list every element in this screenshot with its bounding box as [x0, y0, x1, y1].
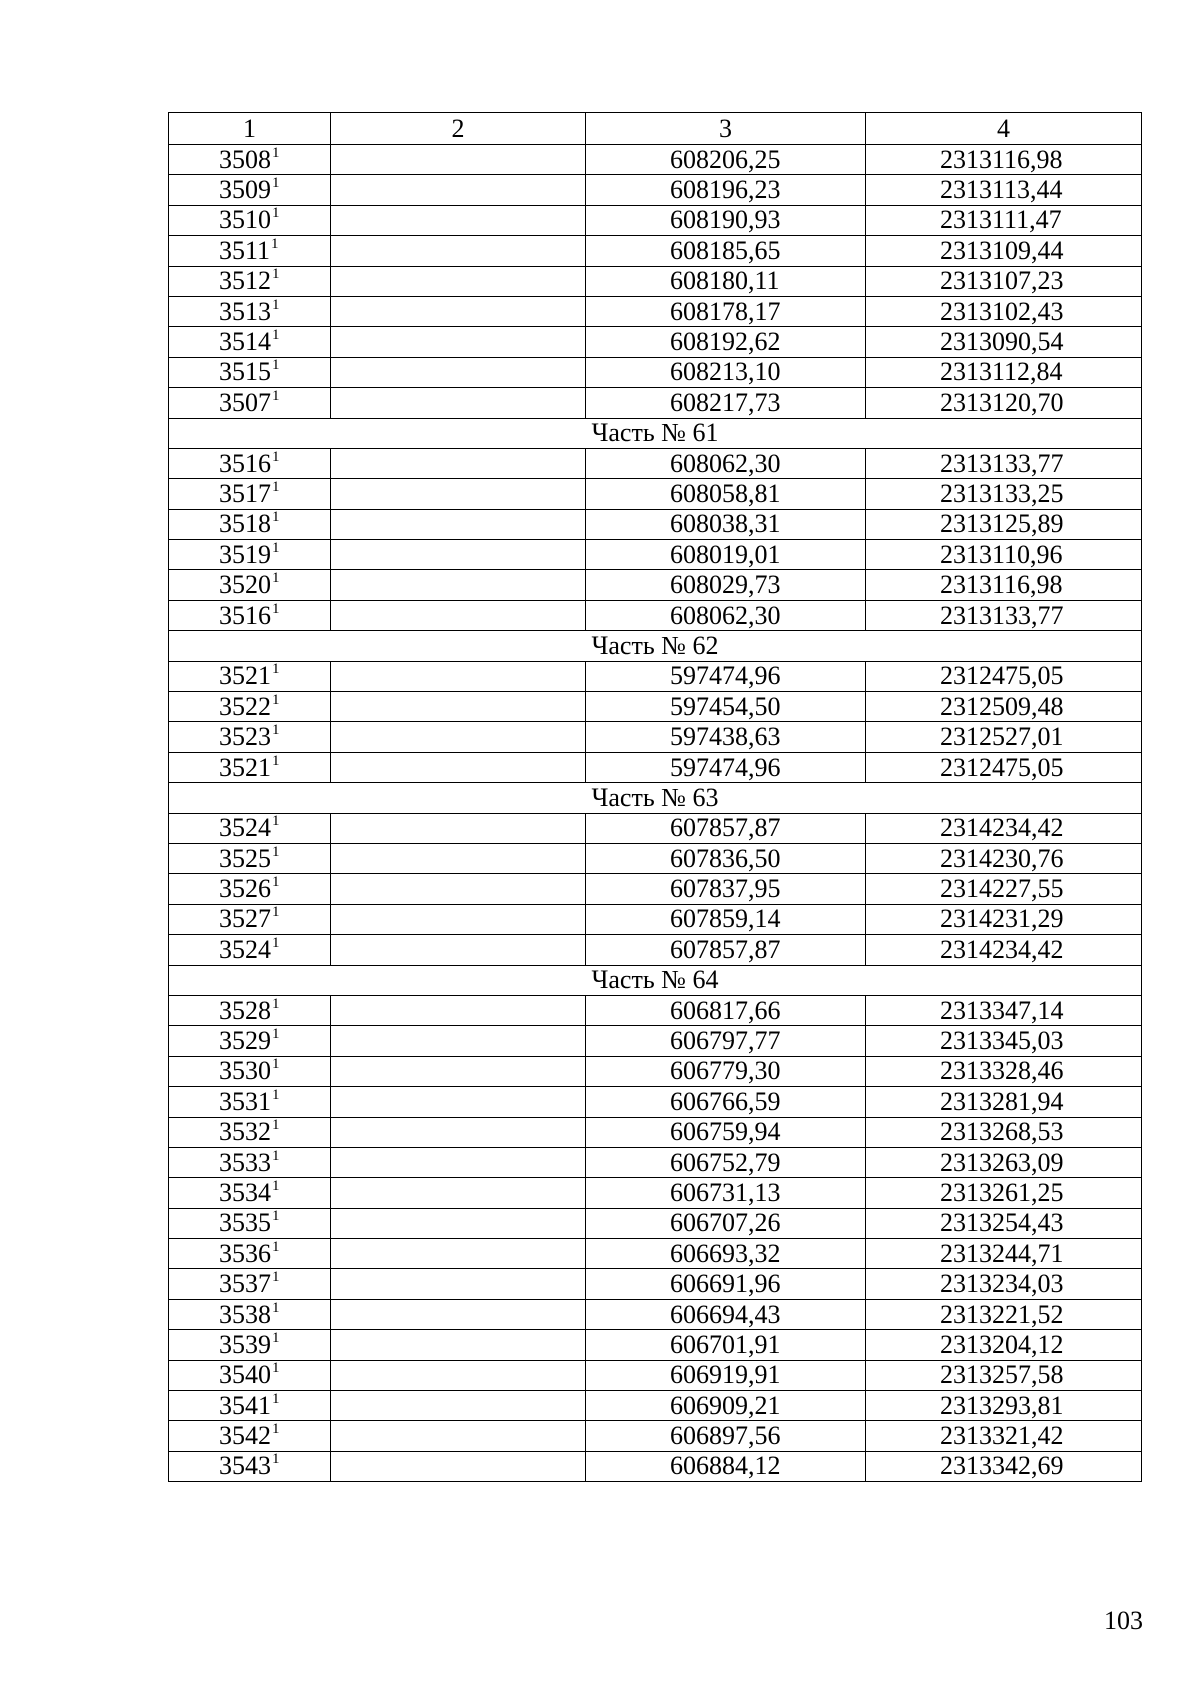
table-row — [169, 1178, 1142, 1208]
point-number-suffix: 1 — [272, 1086, 280, 1103]
point-number-suffix: 1 — [272, 752, 280, 769]
column-2-cell — [331, 600, 586, 630]
point-number-cell — [169, 540, 331, 570]
y-coordinate-cell: 2313112,84 — [866, 357, 1142, 387]
x-coordinate-cell: 608185,65 — [586, 236, 866, 266]
point-number: 3530 — [219, 1056, 271, 1086]
x-coordinate-cell: 608058,81 — [586, 479, 866, 509]
column-2-cell — [331, 1208, 586, 1238]
point-number-suffix: 1 — [271, 235, 279, 252]
point-number-suffix: 1 — [272, 843, 280, 860]
point-number-cell — [169, 1087, 331, 1117]
point-number-cell — [169, 600, 331, 630]
point-number-suffix: 1 — [272, 1421, 280, 1438]
table-row — [169, 1239, 1142, 1269]
section-title: Часть № 63 — [169, 783, 1142, 813]
x-coordinate-cell: 606693,32 — [586, 1239, 866, 1269]
x-coordinate-cell: 597438,63 — [586, 722, 866, 752]
table-row — [169, 995, 1142, 1025]
table-row — [169, 1451, 1142, 1481]
table-row — [169, 1421, 1142, 1451]
point-number: 3512 — [219, 266, 271, 296]
point-number: 3524 — [219, 813, 271, 843]
point-number-cell — [169, 692, 331, 722]
table-row — [169, 1391, 1142, 1421]
table-row — [169, 327, 1142, 357]
point-number-suffix: 1 — [272, 661, 280, 678]
point-number-cell — [169, 661, 331, 691]
table-row — [169, 540, 1142, 570]
point-number: 3514 — [219, 327, 271, 357]
x-coordinate-cell: 608178,17 — [586, 296, 866, 326]
point-number: 3513 — [219, 296, 271, 326]
column-2-cell — [331, 175, 586, 205]
section-title: Часть № 64 — [169, 965, 1142, 995]
point-number-suffix: 1 — [272, 387, 280, 404]
point-number-suffix: 1 — [272, 1299, 280, 1316]
point-number: 3527 — [219, 904, 271, 934]
point-number-cell — [169, 205, 331, 235]
column-2-cell — [331, 479, 586, 509]
y-coordinate-cell: 2313102,43 — [866, 296, 1142, 326]
x-coordinate-cell: 608019,01 — [586, 540, 866, 570]
x-coordinate-cell: 606817,66 — [586, 995, 866, 1025]
column-2-cell — [331, 1026, 586, 1056]
x-coordinate-cell: 597474,96 — [586, 752, 866, 782]
section-header-row — [169, 418, 1142, 448]
y-coordinate-cell: 2313116,98 — [866, 145, 1142, 175]
point-number: 3510 — [219, 205, 271, 235]
y-coordinate-cell: 2313257,58 — [866, 1360, 1142, 1390]
column-header-4: 4 — [866, 113, 1142, 145]
column-2-cell — [331, 995, 586, 1025]
column-2-cell — [331, 1330, 586, 1360]
x-coordinate-cell: 608213,10 — [586, 357, 866, 387]
point-number-suffix: 1 — [272, 1390, 280, 1407]
point-number-cell — [169, 995, 331, 1025]
point-number-suffix: 1 — [272, 1360, 280, 1377]
column-2-cell — [331, 813, 586, 843]
y-coordinate-cell: 2313090,54 — [866, 327, 1142, 357]
section-title: Часть № 62 — [169, 631, 1142, 661]
y-coordinate-cell: 2314231,29 — [866, 904, 1142, 934]
table-row — [169, 661, 1142, 691]
x-coordinate-cell: 607857,87 — [586, 935, 866, 965]
table-row — [169, 1026, 1142, 1056]
column-2-cell — [331, 205, 586, 235]
point-number-suffix: 1 — [272, 296, 280, 313]
point-number-suffix: 1 — [272, 1269, 280, 1286]
x-coordinate-cell: 607837,95 — [586, 874, 866, 904]
point-number-cell — [169, 1269, 331, 1299]
point-number: 3521 — [219, 661, 271, 691]
column-2-cell — [331, 1391, 586, 1421]
table-row — [169, 236, 1142, 266]
point-number: 3516 — [219, 448, 271, 478]
point-number-suffix: 1 — [272, 1208, 280, 1225]
column-2-cell — [331, 145, 586, 175]
table-row — [169, 874, 1142, 904]
point-number-cell — [169, 145, 331, 175]
y-coordinate-cell: 2313113,44 — [866, 175, 1142, 205]
point-number-suffix: 1 — [272, 874, 280, 891]
y-coordinate-cell: 2312527,01 — [866, 722, 1142, 752]
point-number-suffix: 1 — [272, 1117, 280, 1134]
point-number-cell — [169, 904, 331, 934]
column-2-cell — [331, 1147, 586, 1177]
point-number-cell — [169, 1147, 331, 1177]
y-coordinate-cell: 2313133,77 — [866, 448, 1142, 478]
point-number-suffix: 1 — [272, 266, 280, 283]
section-header-row — [169, 783, 1142, 813]
coordinates-table-body — [169, 113, 1142, 1482]
point-number-cell — [169, 874, 331, 904]
point-number: 3535 — [219, 1208, 271, 1238]
point-number: 3529 — [219, 1026, 271, 1056]
point-number-suffix: 1 — [272, 995, 280, 1012]
column-2-cell — [331, 236, 586, 266]
point-number-suffix: 1 — [272, 1177, 280, 1194]
table-row — [169, 813, 1142, 843]
point-number: 3536 — [219, 1238, 271, 1268]
point-number: 3541 — [219, 1390, 271, 1420]
table-row — [169, 1056, 1142, 1086]
point-number: 3519 — [219, 539, 271, 569]
x-coordinate-cell: 606919,91 — [586, 1360, 866, 1390]
y-coordinate-cell: 2313234,03 — [866, 1269, 1142, 1299]
point-number-cell — [169, 448, 331, 478]
x-coordinate-cell: 606691,96 — [586, 1269, 866, 1299]
point-number-cell — [169, 1178, 331, 1208]
column-2-cell — [331, 1299, 586, 1329]
table-row — [169, 935, 1142, 965]
column-2-cell — [331, 661, 586, 691]
table-row — [169, 266, 1142, 296]
x-coordinate-cell: 606694,43 — [586, 1299, 866, 1329]
point-number: 3540 — [219, 1360, 271, 1390]
point-number-cell — [169, 175, 331, 205]
point-number-cell — [169, 722, 331, 752]
table-row — [169, 1360, 1142, 1390]
point-number: 3516 — [219, 600, 271, 630]
column-2-cell — [331, 570, 586, 600]
y-coordinate-cell: 2313133,25 — [866, 479, 1142, 509]
x-coordinate-cell: 608217,73 — [586, 388, 866, 418]
point-number: 3542 — [219, 1421, 271, 1451]
y-coordinate-cell: 2313120,70 — [866, 388, 1142, 418]
x-coordinate-cell: 606752,79 — [586, 1147, 866, 1177]
point-number-suffix: 1 — [272, 205, 280, 222]
point-number-cell — [169, 509, 331, 539]
point-number-suffix: 1 — [272, 722, 280, 739]
x-coordinate-cell: 606731,13 — [586, 1178, 866, 1208]
column-2-cell — [331, 1360, 586, 1390]
y-coordinate-cell: 2313116,98 — [866, 570, 1142, 600]
point-number-suffix: 1 — [272, 570, 280, 587]
x-coordinate-cell: 606707,26 — [586, 1208, 866, 1238]
point-number-suffix: 1 — [272, 934, 280, 951]
x-coordinate-cell: 608038,31 — [586, 509, 866, 539]
y-coordinate-cell: 2313347,14 — [866, 995, 1142, 1025]
point-number-cell — [169, 296, 331, 326]
x-coordinate-cell: 608192,62 — [586, 327, 866, 357]
point-number-cell — [169, 1208, 331, 1238]
point-number-cell — [169, 1421, 331, 1451]
coordinates-table — [168, 112, 1142, 1482]
point-number: 3508 — [219, 144, 271, 174]
table-row — [169, 752, 1142, 782]
table-row — [169, 1147, 1142, 1177]
point-number: 3521 — [219, 752, 271, 782]
column-2-cell — [331, 935, 586, 965]
point-number-suffix: 1 — [272, 448, 280, 465]
table-row — [169, 479, 1142, 509]
column-2-cell — [331, 1451, 586, 1481]
x-coordinate-cell: 606884,12 — [586, 1451, 866, 1481]
section-title: Часть № 61 — [169, 418, 1142, 448]
point-number: 3528 — [219, 995, 271, 1025]
table-row — [169, 1117, 1142, 1147]
table-row — [169, 843, 1142, 873]
table-row — [169, 296, 1142, 326]
x-coordinate-cell: 608190,93 — [586, 205, 866, 235]
y-coordinate-cell: 2314234,42 — [866, 935, 1142, 965]
x-coordinate-cell: 597474,96 — [586, 661, 866, 691]
point-number: 3515 — [219, 357, 271, 387]
table-row — [169, 1087, 1142, 1117]
y-coordinate-cell: 2313281,94 — [866, 1087, 1142, 1117]
point-number-suffix: 1 — [272, 813, 280, 830]
y-coordinate-cell: 2314227,55 — [866, 874, 1142, 904]
y-coordinate-cell: 2313263,09 — [866, 1147, 1142, 1177]
x-coordinate-cell: 608180,11 — [586, 266, 866, 296]
x-coordinate-cell: 607859,14 — [586, 904, 866, 934]
y-coordinate-cell: 2312475,05 — [866, 661, 1142, 691]
x-coordinate-cell: 597454,50 — [586, 692, 866, 722]
point-number-suffix: 1 — [272, 175, 280, 192]
point-number: 3520 — [219, 570, 271, 600]
column-2-cell — [331, 874, 586, 904]
point-number-cell — [169, 752, 331, 782]
column-2-cell — [331, 448, 586, 478]
point-number: 3517 — [219, 478, 271, 508]
point-number: 3534 — [219, 1177, 271, 1207]
x-coordinate-cell: 608062,30 — [586, 600, 866, 630]
point-number-cell — [169, 236, 331, 266]
point-number-suffix: 1 — [272, 478, 280, 495]
point-number: 3543 — [219, 1451, 271, 1481]
x-coordinate-cell: 608029,73 — [586, 570, 866, 600]
column-2-cell — [331, 266, 586, 296]
column-2-cell — [331, 843, 586, 873]
column-2-cell — [331, 722, 586, 752]
point-number: 3525 — [219, 843, 271, 873]
y-coordinate-cell: 2312475,05 — [866, 752, 1142, 782]
point-number-suffix: 1 — [272, 600, 280, 617]
column-header-2: 2 — [331, 113, 586, 145]
page-number: 103 — [1104, 1606, 1143, 1635]
y-coordinate-cell: 2313204,12 — [866, 1330, 1142, 1360]
point-number-cell — [169, 1330, 331, 1360]
point-number-cell — [169, 843, 331, 873]
table-row — [169, 205, 1142, 235]
x-coordinate-cell: 606766,59 — [586, 1087, 866, 1117]
column-2-cell — [331, 1421, 586, 1451]
x-coordinate-cell: 608062,30 — [586, 448, 866, 478]
point-number-cell — [169, 935, 331, 965]
point-number: 3507 — [219, 387, 271, 417]
point-number-cell — [169, 388, 331, 418]
point-number: 3538 — [219, 1299, 271, 1329]
y-coordinate-cell: 2313254,43 — [866, 1208, 1142, 1238]
section-header-row — [169, 965, 1142, 995]
point-number: 3532 — [219, 1117, 271, 1147]
table-row — [169, 145, 1142, 175]
point-number-suffix: 1 — [272, 691, 280, 708]
point-number-cell — [169, 327, 331, 357]
x-coordinate-cell: 607857,87 — [586, 813, 866, 843]
point-number-cell — [169, 570, 331, 600]
y-coordinate-cell: 2313125,89 — [866, 509, 1142, 539]
point-number-cell — [169, 1451, 331, 1481]
column-2-cell — [331, 1178, 586, 1208]
point-number-cell — [169, 1239, 331, 1269]
table-row — [169, 388, 1142, 418]
point-number-suffix: 1 — [272, 539, 280, 556]
point-number-cell — [169, 479, 331, 509]
y-coordinate-cell: 2313268,53 — [866, 1117, 1142, 1147]
point-number-cell — [169, 1117, 331, 1147]
y-coordinate-cell: 2313261,25 — [866, 1178, 1142, 1208]
y-coordinate-cell: 2314234,42 — [866, 813, 1142, 843]
x-coordinate-cell: 608196,23 — [586, 175, 866, 205]
column-2-cell — [331, 388, 586, 418]
point-number: 3509 — [219, 175, 271, 205]
y-coordinate-cell: 2313345,03 — [866, 1026, 1142, 1056]
table-row — [169, 570, 1142, 600]
table-row — [169, 1269, 1142, 1299]
point-number-suffix: 1 — [272, 1147, 280, 1164]
x-coordinate-cell: 606909,21 — [586, 1391, 866, 1421]
point-number-suffix: 1 — [272, 327, 280, 344]
x-coordinate-cell: 606759,94 — [586, 1117, 866, 1147]
column-2-cell — [331, 1269, 586, 1299]
point-number: 3518 — [219, 509, 271, 539]
point-number-cell — [169, 357, 331, 387]
point-number: 3526 — [219, 874, 271, 904]
y-coordinate-cell: 2312509,48 — [866, 692, 1142, 722]
y-coordinate-cell: 2313133,77 — [866, 600, 1142, 630]
point-number-cell — [169, 1391, 331, 1421]
point-number-suffix: 1 — [272, 509, 280, 526]
point-number-cell — [169, 813, 331, 843]
column-2-cell — [331, 692, 586, 722]
section-header-row — [169, 631, 1142, 661]
y-coordinate-cell: 2313321,42 — [866, 1421, 1142, 1451]
column-2-cell — [331, 540, 586, 570]
point-number-cell — [169, 1299, 331, 1329]
point-number-cell — [169, 1056, 331, 1086]
column-2-cell — [331, 357, 586, 387]
table-row — [169, 722, 1142, 752]
y-coordinate-cell: 2313110,96 — [866, 540, 1142, 570]
y-coordinate-cell: 2313111,47 — [866, 205, 1142, 235]
point-number: 3539 — [219, 1329, 271, 1359]
point-number-suffix: 1 — [272, 357, 280, 374]
point-number-suffix: 1 — [272, 144, 280, 161]
point-number-suffix: 1 — [272, 1329, 280, 1346]
table-row — [169, 448, 1142, 478]
x-coordinate-cell: 606779,30 — [586, 1056, 866, 1086]
table-header-row — [169, 113, 1142, 145]
column-2-cell — [331, 1117, 586, 1147]
point-number-suffix: 1 — [272, 1056, 280, 1073]
point-number: 3537 — [219, 1269, 271, 1299]
point-number: 3524 — [219, 934, 271, 964]
y-coordinate-cell: 2313293,81 — [866, 1391, 1142, 1421]
point-number: 3511 — [219, 235, 271, 265]
y-coordinate-cell: 2313107,23 — [866, 266, 1142, 296]
table-row — [169, 175, 1142, 205]
table-row — [169, 600, 1142, 630]
table-row — [169, 509, 1142, 539]
point-number: 3523 — [219, 722, 271, 752]
point-number-suffix: 1 — [272, 1451, 280, 1468]
table-row — [169, 692, 1142, 722]
x-coordinate-cell: 606897,56 — [586, 1421, 866, 1451]
x-coordinate-cell: 607836,50 — [586, 843, 866, 873]
y-coordinate-cell: 2313221,52 — [866, 1299, 1142, 1329]
point-number: 3531 — [219, 1086, 271, 1116]
x-coordinate-cell: 606701,91 — [586, 1330, 866, 1360]
table-row — [169, 357, 1142, 387]
column-2-cell — [331, 752, 586, 782]
point-number-suffix: 1 — [272, 1026, 280, 1043]
column-2-cell — [331, 1239, 586, 1269]
table-row — [169, 1330, 1142, 1360]
column-2-cell — [331, 296, 586, 326]
point-number-suffix: 1 — [272, 904, 280, 921]
y-coordinate-cell: 2313328,46 — [866, 1056, 1142, 1086]
column-header-3: 3 — [586, 113, 866, 145]
column-header-1: 1 — [169, 113, 331, 145]
column-2-cell — [331, 904, 586, 934]
point-number-cell — [169, 266, 331, 296]
y-coordinate-cell: 2313244,71 — [866, 1239, 1142, 1269]
y-coordinate-cell: 2314230,76 — [866, 843, 1142, 873]
x-coordinate-cell: 608206,25 — [586, 145, 866, 175]
table-row — [169, 1299, 1142, 1329]
table-row — [169, 1208, 1142, 1238]
point-number: 3533 — [219, 1147, 271, 1177]
point-number-cell — [169, 1026, 331, 1056]
point-number-cell — [169, 1360, 331, 1390]
column-2-cell — [331, 327, 586, 357]
point-number-suffix: 1 — [272, 1238, 280, 1255]
x-coordinate-cell: 606797,77 — [586, 1026, 866, 1056]
column-2-cell — [331, 509, 586, 539]
table-row — [169, 904, 1142, 934]
y-coordinate-cell: 2313109,44 — [866, 236, 1142, 266]
column-2-cell — [331, 1087, 586, 1117]
y-coordinate-cell: 2313342,69 — [866, 1451, 1142, 1481]
point-number: 3522 — [219, 691, 271, 721]
column-2-cell — [331, 1056, 586, 1086]
